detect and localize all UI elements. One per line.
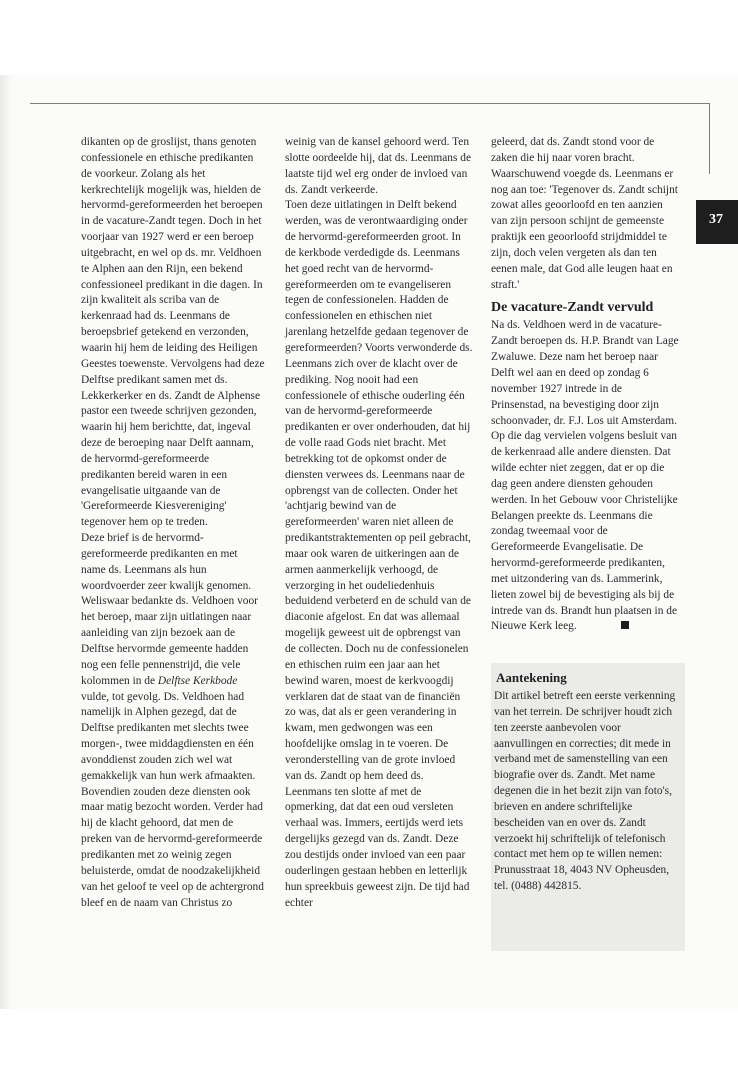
text-column-1 [81, 135, 265, 911]
note-text: Dit artikel betreft een eerste verkenning van het terrein. De schrijver houdt zich ten zeerste aanbevolen voor aanvullingen en correcties; dit mede in verband met de samenstelling van een biografie over ds. Zandt. Met name degenen die in het bezit zijn van foto's, brieven en andere schriftelijke bescheiden van en over ds. Zandt verzoekt hij schriftelijk of telefonisch contact met hem op te willen nemen: Prunusstraat 18, 4043 NV Opheusden, tel. (0488) 442815. [494, 690, 676, 893]
header-rule [30, 103, 709, 104]
note-box [491, 663, 685, 951]
paragraph: dikanten op de groslijst, thans genoten confessionele en ethische predikanten de voorkeur. Zolang als het kerkrechtelijk mogelijk was, hielden de hervormd-gereformeerden het beroepen in de vacature-Zandt tegen. Doch in het voorjaar van 1927 werd er een beroep uitgebracht, en wel op ds. mr. Veldhoen te Alphen aan den Rijn, een bekend confessioneel predikant in die dagen. In zijn kwaliteit als scriba van de kerkenraad had ds. Leenmans de beroepsbrief getekend en verzonden, waarin hij hem de leiding des Heiligen Geestes toewenste. Vervolgens had deze Delftse predikant samen met ds. Lekkerkerker en ds. Zandt de Alphense pastor een tweede schrijven gezonden, waarin hij hem berichtte, dat, ingeval deze de beroeping naar Delft aannam, de hervormd-gereformeerde predikanten bereid waren in een evangelisatie uitgaande van de 'Gereformeerde Kiesvereniging' tegenover hem op te treden. [81, 136, 265, 529]
note-title: Aantekening [496, 670, 567, 685]
page-number-tab [696, 200, 738, 244]
section-heading: De vacature-Zandt vervuld [491, 300, 654, 316]
end-mark-icon [621, 621, 629, 629]
page-gutter-shadow [0, 75, 12, 1009]
paragraph: Deze brief is de hervormd-gereformeerde predikanten en met name ds. Leenmans als hun woordvoerder zeer kwalijk genomen. Weliswaar bedankte ds. Veldhoen voor het beroep, maar zijn uitlatingen naar aanleiding van zijn bezoek aan de Delftse hervormde gemeente hadden nog een felle pennenstrijd, die vele kolommen in de Delftse Kerkbode vulde, tot gevolg. Ds. Veldhoen had namelijk in Alphen gezegd, dat de Delftse predikanten met slechts twee morgen-, twee middagdiensten en één avonddienst zouden zich wel wat gemakkelijk van hun werk afmaakten. Bovendien zouden deze diensten ook maar matig bezocht worden. Verder had hij de klacht gehoord, dat men de preken van de hervormd-gereformeerde predikanten met zo weinig zegen beluisterde, omdat de noodzakelijkheid van het geloof te veel op de achtergrond bleef en de naam van Christus zo [81, 532, 264, 909]
paragraph: geleerd, dat ds. Zandt stond voor de zaken die hij naar voren bracht. Waarschuwend voegde ds. Leenmans er nog aan toe: 'Tegenover ds. Zandt schijnt zowat alles geoorloofd en ten aanzien van zijn persoon schijnt de gemeenste praktijk een geoorloofd strijdmiddel te zijn, doch velen vergeten als dan ten eenen male, dat God alle leugen haat en straft.' [491, 136, 678, 291]
text-column-3 [491, 135, 679, 635]
paragraph: Na ds. Veldhoen werd in de vacature-Zandt beroepen ds. H.P. Brandt van Lage Zwaluwe. Deze nam het beroep naar Delft wel aan en deed op zondag 6 november 1927 intrede in de Prinsenstad, na bevestiging door zijn schoonvader, dr. F.J. Los uit Amsterdam. Op die dag vervielen volgens besluit van de kerkenraad alle andere diensten. Dat wilde echter niet zeggen, dat er op die dag geen andere diensten gehouden werden. In het Gebouw voor Christelijke Belangen preekte ds. Leenmans die zondag tweemaal voor de Gereformeerde Evangelisatie. De hervormd-gereformeerde predikanten, met uitzondering van ds. Lammerink, lieten zowel bij de bevestiging als bij de intrede van ds. Brandt hun plaatsen in de Nieuwe Kerk leeg. [491, 319, 679, 633]
header-rule-vertical [709, 103, 710, 174]
text-column-2 [285, 135, 473, 911]
page-number: 37 [709, 212, 723, 227]
paragraph: weinig van de kansel gehoord werd. Ten slotte oordeelde hij, dat ds. Leenmans de laatste tijd wel erg onder de invloed van ds. Zandt verkeerde. [285, 136, 471, 196]
italic-title: Delftse Kerkbode [157, 674, 238, 687]
paragraph: Toen deze uitlatingen in Delft bekend werden, was de verontwaardiging onder de hervormd-gereformeerden groot. In de kerkbode verdedigde ds. Leenmans het goed recht van de hervormd-gereformeerden om te evangeliseren tegen de confessionelen. Hadden de confessionelen en ethischen niet jarenlang hetzelfde gedaan tegenover de gereformeerden? Voorts verwonderde ds. Leenmans zich over de klacht over de prediking. Nog nooit had een confessionele of ethische ouderling één van de hervormd-gereformeerde predikanten er over onderhouden, dat hij de volle raad Gods niet bracht. Met betrekking tot de opkomst onder de diensten verwees ds. Leenmans naar de opbrengst van de collecten. Onder het 'achtjarig bewind van de gereformeerden' waren niet alleen de predikantstraktementen op peil gebracht, maar ook waren de uitkeringen aan de armen aanmerkelijk verhoogd, de verzorging in het oudeliedenhuis beduidend verbeterd en de schuld van de diaconie afgelost. En dat was allemaal mogelijk geweest uit de opbrengst van de collecten. Doch nu de confessionelen en ethischen ruim een jaar aan het bewind waren, moest de kerkvoogdij verklaren dat de staat van de financiën zo was, dat als er geen verandering in kwam, men gedwongen was een hoofdelijke omslag in te voeren. De veronderstelling van de grote invloed van ds. Zandt op hem deed ds. Leenmans ten slotte af met de opmerking, dat dat een oud versleten verhaal was. Immers, eertijds werd iets dergelijks gezegd van ds. Zandt. Deze zou destijds onder invloed van een paar ouderlingen gestaan hebben en letterlijk hun spreekbuis geweest zijn. De tijd had echter [285, 199, 473, 909]
